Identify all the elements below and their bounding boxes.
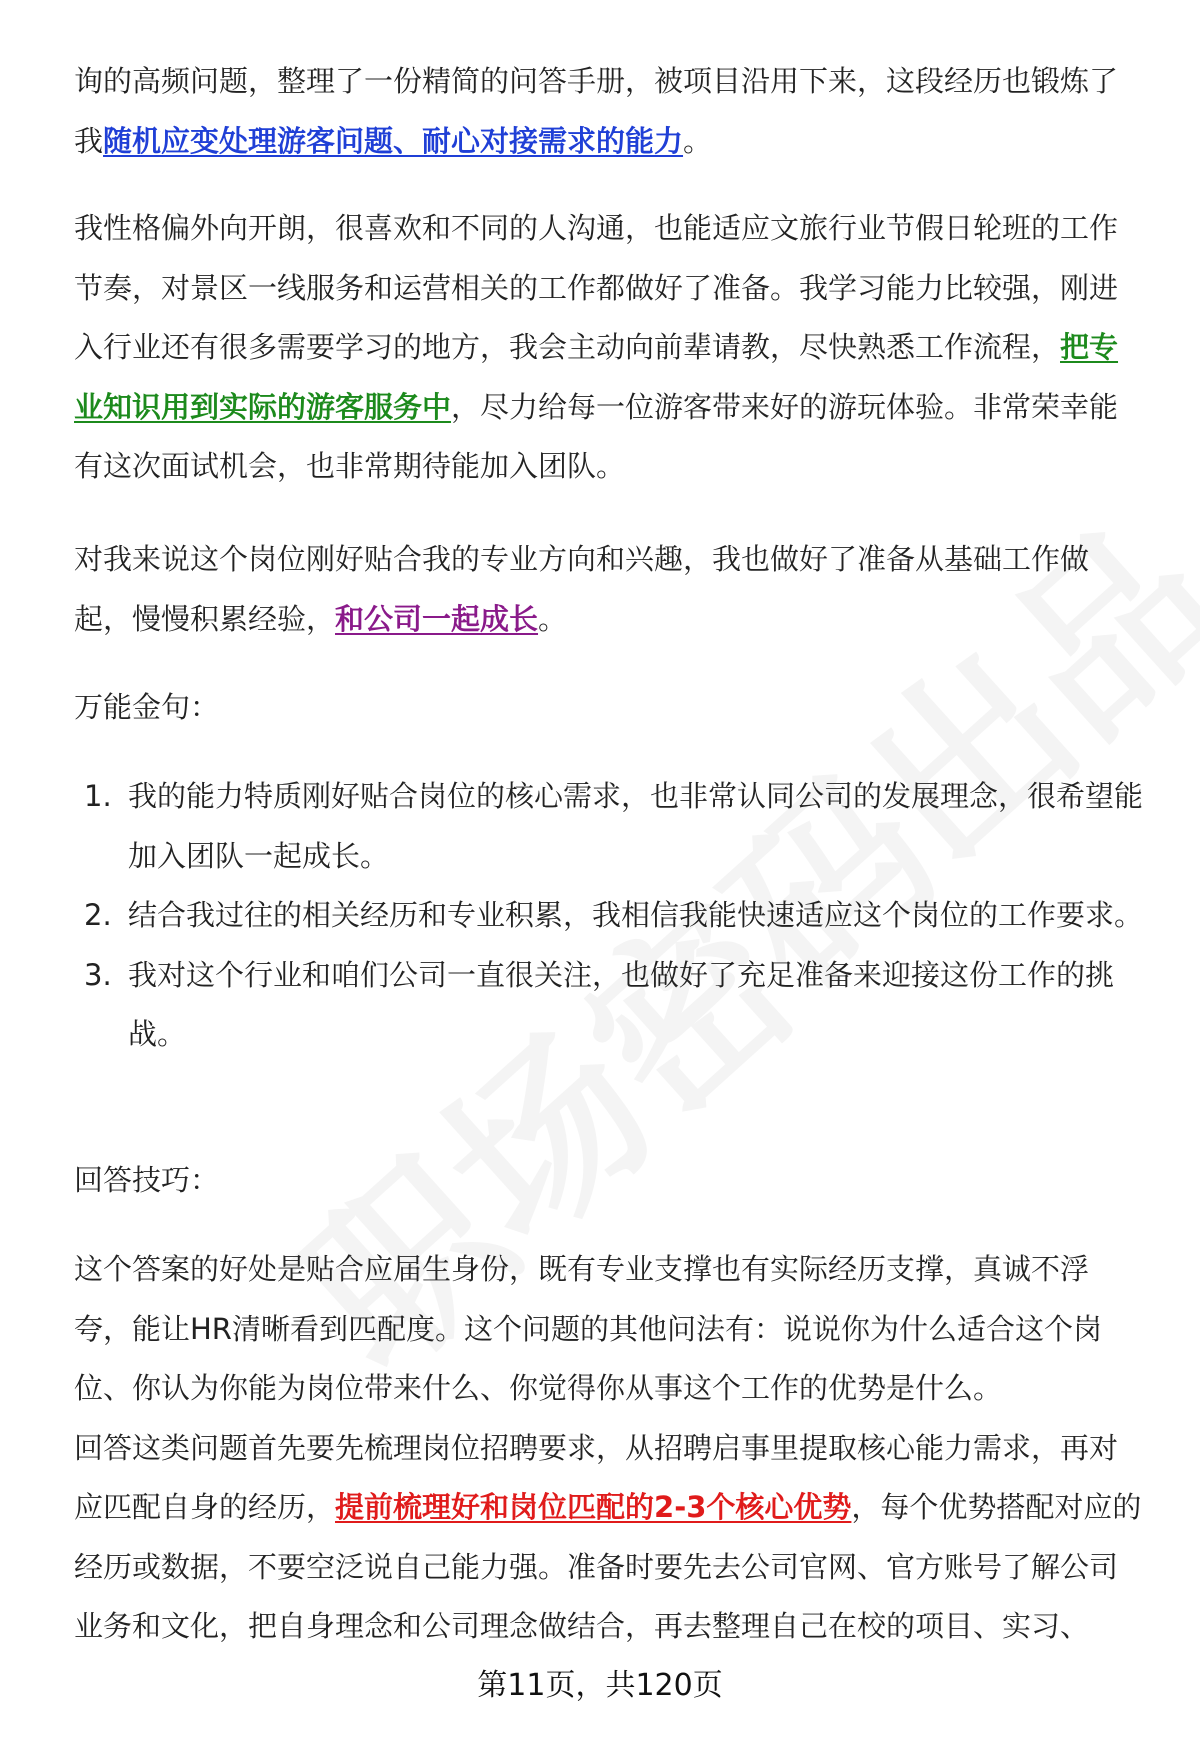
paragraph-text: 对我来说这个岗位刚好贴合我的专业方向和兴趣，我也做好了准备从基础工作做起，慢慢积累经验， [74,542,1090,636]
list-item-text: 我对这个行业和咱们公司一直很关注，也做好了充足准备来迎接这份工作的挑战。 [128,957,1115,1051]
list-item-text: 我的能力特质刚好贴合岗位的核心需求，也非常认同公司的发展理念，很希望能加入团队一起成长。 [128,779,1144,873]
tips-heading: 回答技巧： [74,1163,220,1197]
golden-sentences-list [74,767,1146,1065]
list-item [74,946,1146,1065]
tips-paragraph: 这个答案的好处是贴合应届生身份，既有专业支撑也有实际经历支撑，真诚不浮夸，能让HR清晰看到匹配度。这个问题的其他问法有：说说你为什么适合这个岗位、你认为你能为岗位带来什么、你觉得你从事这个工作的优势是什么。 [74,1252,1102,1405]
paragraph-text: 。 [538,601,568,636]
highlight-text: 把专业知识用到实际的游客服务中 [74,330,1119,424]
paragraph-position-fit [74,530,1146,649]
list-item [74,767,1146,886]
highlight-text: 提前梳理好和岗位匹配的2-3个核心优势 [335,1490,852,1524]
list-item [74,886,1146,946]
list-item-number: 1. [84,779,112,813]
highlight-text: 随机应变处理游客问题、耐心对接需求的能力 [103,123,684,158]
paragraph-text: 。 [683,123,713,158]
paragraph-text: 回答这类问题首先要先梳理岗位招聘要求，从招聘启事里提取核心能力需求，再对应匹配自身的经历， [74,1430,1119,1524]
golden-sentences-heading: 万能金句： [74,690,220,724]
tips-paragraph [74,1419,1146,1657]
list-item-text: 结合我过往的相关经历和专业积累，我相信我能快速适应这个岗位的工作要求。 [128,898,1144,932]
paragraph-personality [74,199,1146,497]
list-item-number: 3. [84,957,112,992]
page-number: 第11页，共120页 [477,1668,723,1703]
paragraph-experience-summary [74,52,1146,171]
paragraph-text: ，每个优势搭配对应的经历或数据，不要空泛说自己能力强。准备时要先去公司官网、官方账号了解公司业务和文化，把自身理念和公司理念做结合，再去整理自己在校的项目、实习、 [74,1490,1142,1643]
paragraph-text: 询的高频问题，整理了一份精简的问答手册，被项目沿用下来，这段经历也锻炼了我 [74,64,1119,158]
paragraph-text: 我性格偏外向开朗，很喜欢和不同的人沟通，也能适应文旅行业节假日轮班的工作节奏，对景区一线服务和运营相关的工作都做好了准备。我学习能力比较强，刚进入行业还有很多需要学习的地方，我会主动向前辈请教，尽快熟悉工作流程， [74,211,1119,364]
paragraph-text: ，尽力给每一位游客带来好的游玩体验。非常荣幸能有这次面试机会，也非常期待能加入团队。 [74,389,1119,483]
tips-body [74,1240,1146,1657]
highlight-text: 和公司一起成长 [335,601,539,636]
list-item-number: 2. [84,898,112,932]
